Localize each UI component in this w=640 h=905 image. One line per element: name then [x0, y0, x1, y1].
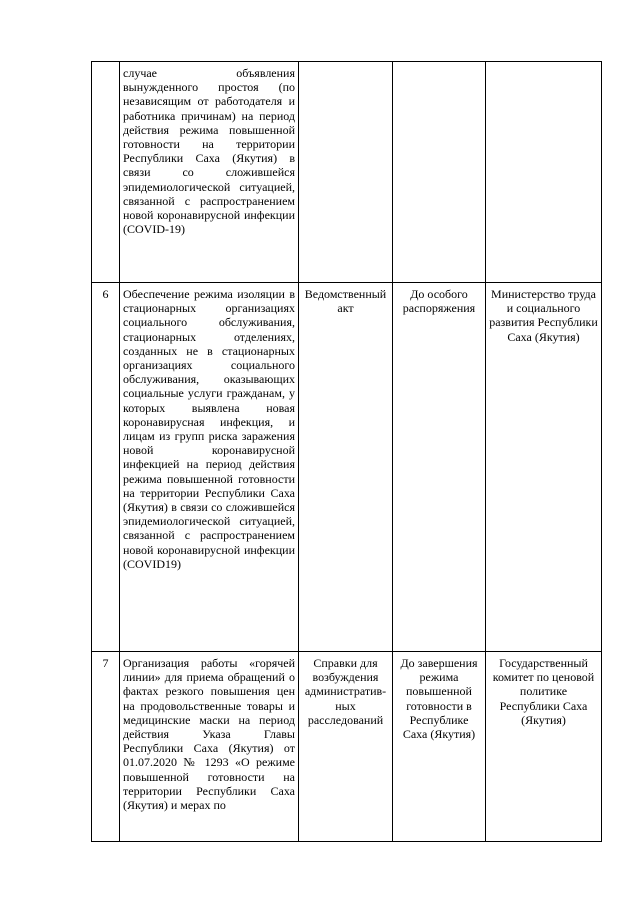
measure-description: случае объявления вынужденного простоя (по независящим от работодателя и работника причинам) на период действия режима повышенной готовности на территории Республики Саха (Якутия) в связи со сложившейся эпидемиологической ситуацией, связанной с распространением новой коронавирусной инфекции (COVID-19) — [120, 62, 299, 283]
deadline: До особого распоряжения — [393, 283, 486, 652]
row-number: 6 — [92, 283, 120, 652]
responsible-body: Государственный комитет по ценовой политике Республики Саха (Якутия) — [486, 652, 602, 842]
measures-table — [91, 61, 602, 842]
table-row — [92, 283, 602, 652]
responsible-body: Министерство труда и социального развития Республики Саха (Якутия) — [486, 283, 602, 652]
document-form: Ведомственный акт — [299, 283, 393, 652]
document-form: Справки для возбуждения административ-ных расследований — [299, 652, 393, 842]
row-number — [92, 62, 120, 283]
table-row — [92, 652, 602, 842]
deadline — [393, 62, 486, 283]
deadline: До завершения режима повышенной готовности в Республике Саха (Якутия) — [393, 652, 486, 842]
table-row — [92, 62, 602, 283]
measure-description: Обеспечение режима изоляции в стационарных организациях социального обслуживания, стационарных отделениях, созданных не в стационарных организациях социального обслуживания, оказывающих социальные услуги гражданам, у которых выявлена новая коронавирусная инфекция, и лицам из групп риска заражения новой коронавирусной инфекцией на период действия режима повышенной готовности на территории Республики Саха (Якутия) в связи со сложившейся эпидемиологической ситуацией, связанной с распространением новой коронавирусной инфекции (COVID19) — [120, 283, 299, 652]
document-form — [299, 62, 393, 283]
responsible-body — [486, 62, 602, 283]
measure-description: Организация работы «горячей линии» для приема обращений о фактах резкого повышения цен на продовольственные товары и медицинские маски на период действия Указа Главы Республики Саха (Якутия) от 01.07.2020 № 1293 «О режиме повышенной готовности на территории Республики Саха (Якутия) и мерах по — [120, 652, 299, 842]
row-number: 7 — [92, 652, 120, 842]
